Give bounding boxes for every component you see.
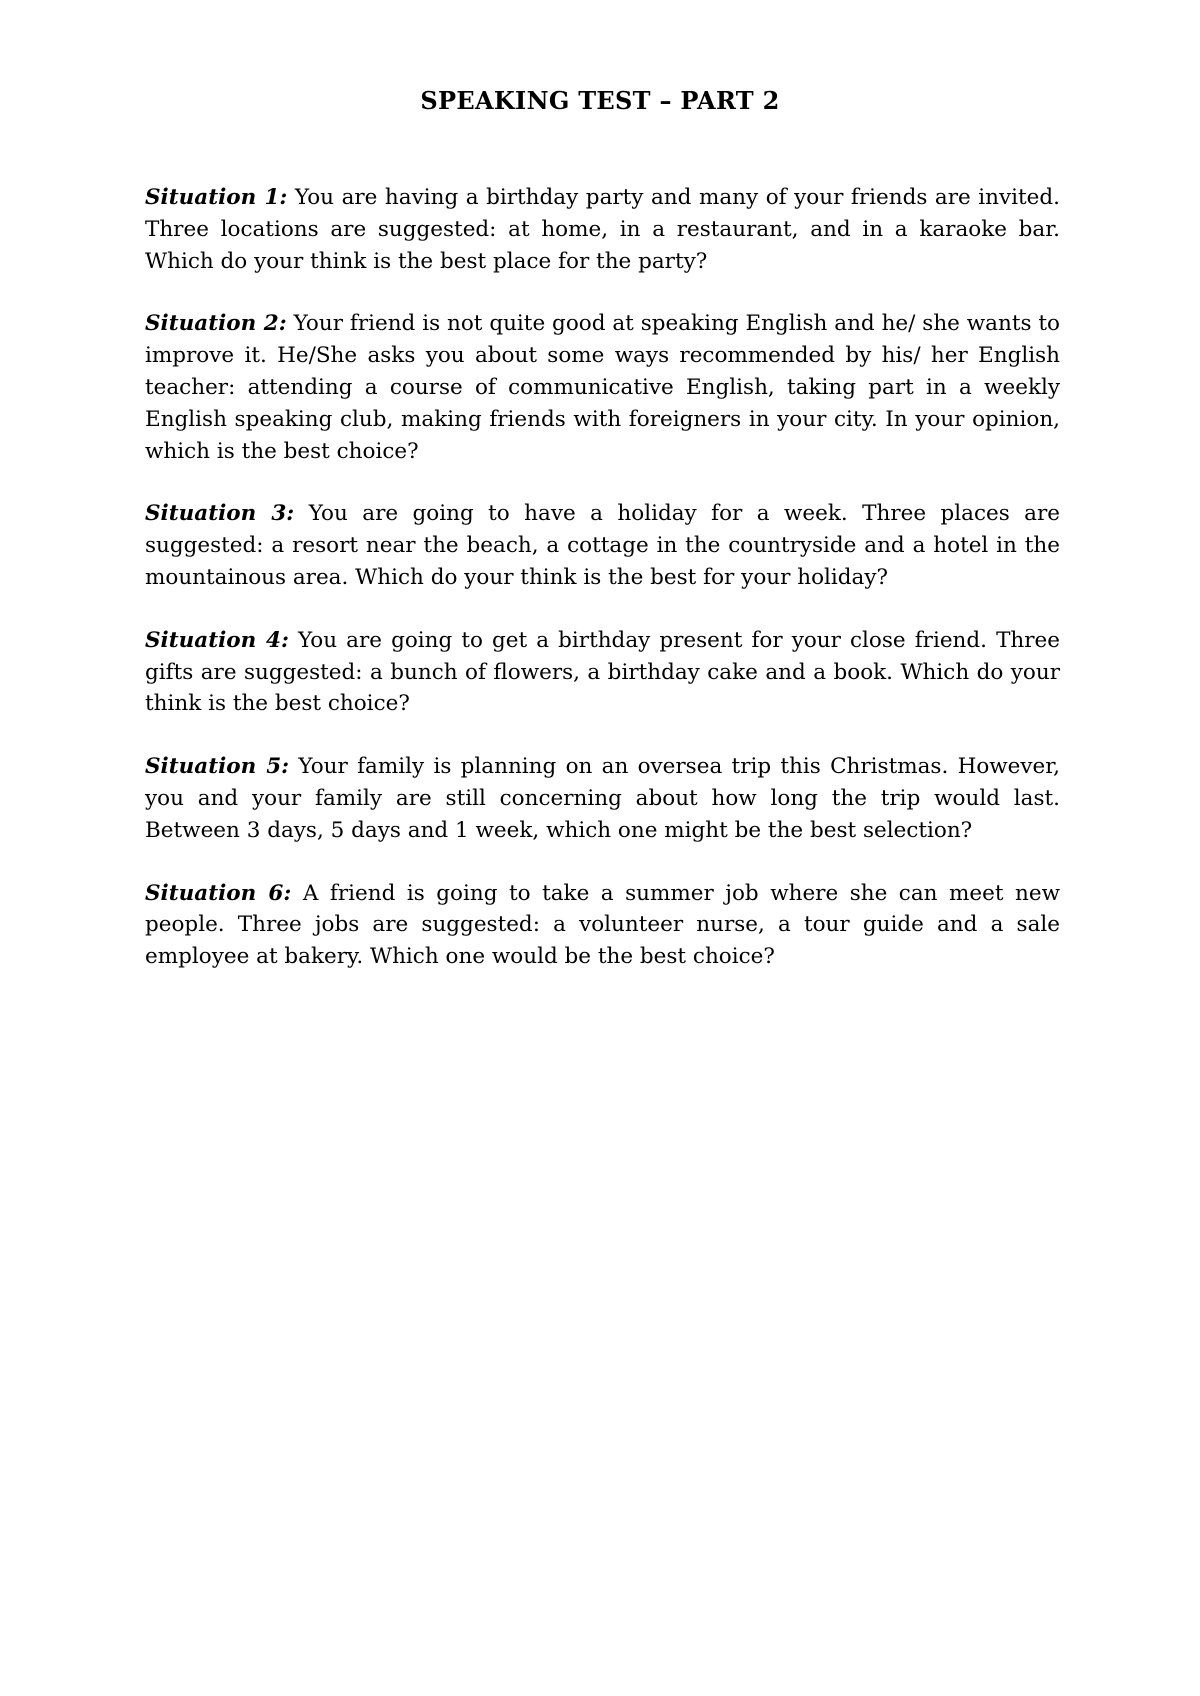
situation-label: Situation 3:	[145, 501, 295, 527]
situation-label: Situation 4:	[145, 627, 289, 653]
situation-6	[145, 878, 1060, 973]
situation-2	[145, 308, 1060, 467]
situation-text: A friend is going to take a summer job where she can meet new people. Three jobs are suggested: a volunteer nurse, a tour guide and a sale employee at bakery. Which one would be the best choice?	[145, 880, 1060, 970]
situation-list	[145, 182, 1060, 1004]
situation-label: Situation 1:	[145, 185, 288, 210]
situation-label: Situation 5:	[145, 754, 290, 780]
page-title: SPEAKING TEST – PART 2	[420, 86, 780, 115]
situation-1	[145, 182, 1060, 277]
situation-label: Situation 6:	[145, 880, 292, 906]
situation-3	[145, 498, 1060, 593]
situation-4	[145, 625, 1060, 720]
situation-text: Your friend is not quite good at speaking English and he/ she wants to improve it. He/She asks you about some ways recommended by his/ her English teacher: attending a course of communicative English, taking part in a weekly English speaking club, making friends with foreigners in your city. In your opinion, which is the best choice?	[145, 311, 1060, 464]
situation-text: Your family is planning on an oversea trip this Christmas. However, you and your family are still concerning about how long the trip would last. Between 3 days, 5 days and 1 week, which one might be the best selection?	[145, 754, 1061, 843]
situation-text: You are having a birthday party and many of your friends are invited. Three locations are suggested: at home, in a restaurant, and in a karaoke bar. Which do your think is the best place for the party?	[145, 185, 1060, 274]
situation-text: You are going to get a birthday present for your close friend. Three gifts are suggested: a bunch of flowers, a birthday cake and a book. Which do your think is the best choice?	[145, 627, 1060, 717]
situation-text: You are going to have a holiday for a week. Three places are suggested: a resort near the beach, a cottage in the countryside and a hotel in the mountainous area. Which do your think is the best for your holiday?	[145, 501, 1061, 590]
situation-5	[145, 751, 1060, 846]
situation-label: Situation 2:	[145, 311, 287, 337]
